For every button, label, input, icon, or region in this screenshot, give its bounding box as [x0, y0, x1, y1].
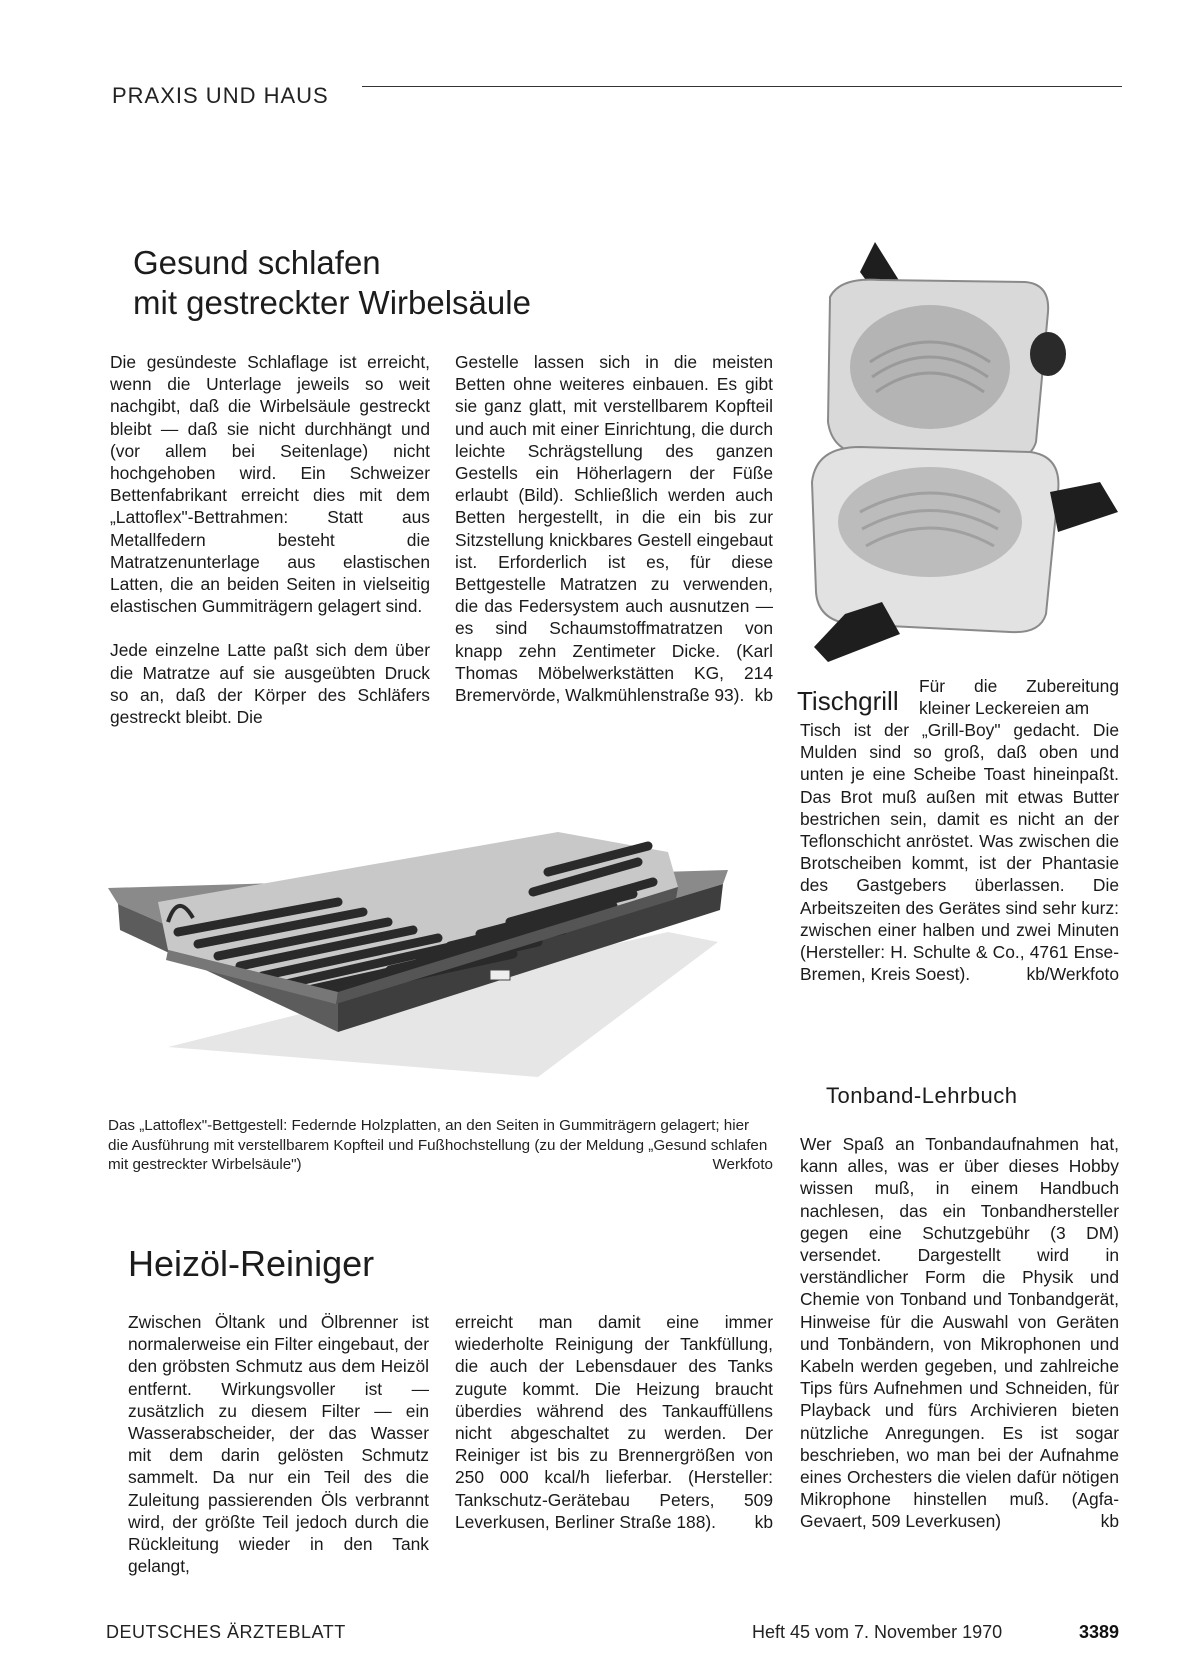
bed-frame-photo: [108, 832, 773, 1102]
article-title-line-1: Gesund schlafen: [133, 244, 381, 281]
footer-journal: DEUTSCHES ÄRZTEBLATT: [106, 1622, 346, 1642]
bed-photo-caption: [108, 1116, 773, 1175]
article-oil-column-1: [128, 1311, 429, 1577]
article-oil-paragraph-2: erreicht man damit eine immer wiederholte Reinigung der Tankfüllung, die auch der Lebensdauer des Tanks zugute kommt. Die Heizung braucht überdies während des Tankauffüllens nicht abgeschaltet zu werden. Der Reiniger ist bis zu Brennergrößen von 250 000 kcal/h lieferbar. (Hersteller: Tankschutz-Gerätebau Peters, 509 Leverkusen, Berliner Straße 188).: [455, 1312, 773, 1532]
article-title-sleep: [133, 243, 531, 323]
article-sleep-paragraph-3: Gestelle lassen sich in die meisten Betten ohne weiteres einbauen. Es gibt sie ganz glatt, mit verstellbarem Kopfteil und auch mit einer Einrichtung, die durch leichte Schrägstellung des ganzen Gestells ein Höherlagern der Füße erlaubt (Bild). Schließlich werden auch Betten hergestellt, in die ein bis zur Sitzstellung knickbares Gestell eingebaut ist. Erforderlich ist es, für diese Bettgestelle Matratzen zu verwenden, die das Federsystem auch ausnutzen — es sind Schaumstoffmatratzen von knapp zehn Zentimeter Dicke. (Karl Thomas Möbelwerkstätten KG, 214 Bremervörde, Walkmühlenstraße 93).: [455, 352, 773, 706]
article-oil-paragraph-1: Zwischen Öltank und Ölbrenner ist normalerweise ein Filter eingebaut, der den gröbsten Schmutz aus dem Heizöl entfernt. Wirkungsvoller ist — zusätzlich zu diesem Filter — ein Wasserabscheider, der das Wasser mit dem darin gelösten Schmutz sammelt. Da nur ein Teil des die Zuleitung passierenden Öls verbrannt wird, der größte Teil jedoch durch die Rückleitung wieder in den Tank gelangt,: [128, 1312, 429, 1577]
header-rule: [362, 86, 1122, 87]
article-grill-intro: Für die Zubereitung kleiner Leckereien am: [919, 676, 1119, 719]
article-title-tape: Tonband-Lehrbuch: [826, 1083, 1018, 1108]
article-title-line-2: mit gestreckter Wirbelsäule: [133, 284, 531, 321]
article-grill-credit: kb/Werkfoto: [1026, 964, 1119, 985]
article-grill-body: [800, 719, 1119, 985]
article-sleep-column-2: [455, 351, 773, 706]
article-oil-credit: kb: [754, 1511, 773, 1532]
article-sleep-column-1: [110, 351, 430, 728]
article-tape-body: [800, 1133, 1119, 1533]
caption-credit: Werkfoto: [712, 1156, 773, 1174]
article-title-grill: Tischgrill: [797, 686, 899, 716]
article-title-oil: Heizöl-Reiniger: [128, 1243, 375, 1284]
table-grill-photo: [800, 242, 1122, 662]
article-sleep-credit: kb: [754, 685, 773, 706]
article-grill-text: Tisch ist der „Grill-Boy" gedacht. Die Mulden sind so groß, daß oben und unten je eine Scheibe Toast hineinpaßt. Das Brot muß außen mit etwas Butter bestrichen sein, damit es nicht an der Teflonschicht anröstet. Was zwischen die Brotscheiben kommt, ist der Phantasie des Gastgebers überlassen. Die Arbeitszeiten des Gerätes sind sehr kurz: zwischen einer halben und zwei Minuten (Hersteller: H. Schulte & Co., 4761 Ense-Bremen, Kreis Soest).: [800, 720, 1119, 985]
footer-issue: Heft 45 vom 7. November 1970: [752, 1622, 1003, 1642]
article-sleep-paragraph-1: Die gesündeste Schlaflage ist erreicht, wenn die Unterlage jeweils so weit nachgibt, daß die Wirbelsäule gestreckt bleibt — daß sie nicht durchhängt und (vor allem bei Seitenlage) nicht hochgehoben wird. Ein Schweizer Bettenfabrikant erreicht dies mit dem „Lattoflex"-Bettrahmen: Statt aus Metallfedern besteht die Matratzenunterlage aus elastischen Latten, die an beiden Seiten in vielseitig elastischen Gummiträgern gelagert sind.: [110, 352, 430, 617]
article-sleep-paragraph-2: Jede einzelne Latte paßt sich dem über die Matratze auf sie ausgeübten Druck so an, daß der Körper des Schläfers gestreckt bleibt. Die: [110, 640, 430, 728]
article-tape-text: Wer Spaß an Tonbandaufnahmen hat, kann alles, was er über dieses Hobby wissen muß, in einem Handbuch nachlesen, das ein Tonbandhersteller gegen eine Schutzgebühr (3 DM) versendet. Dargestellt wird in verständlicher Form die Physik und Chemie von Tonband und Tonbandgerät, Hinweise für die Auswahl von Geräten und Tonbändern, von Mikrophonen und Kabeln werden gegeben, und zahlreiche Tips fürs Aufnehmen und Schneiden, für Playback und fürs Archivieren bieten nützliche Anregungen. Es ist sogar beschrieben, wo man bei der Aufnahme eines Orchesters die vielen dafür nötigen Mikrophone hinstellen muß. (Agfa-Gevaert, 509 Leverkusen): [800, 1134, 1119, 1532]
footer-page-number: 3389: [1079, 1622, 1120, 1642]
article-oil-column-2: [455, 1311, 773, 1533]
section-label: PRAXIS UND HAUS: [112, 83, 329, 108]
caption-text: Das „Lattoflex"-Bettgestell: Federnde Holzplatten, an den Seiten in Gummiträgern gelagert; hier die Ausführung mit verstellbarem Kopfteil und Fußhochstellung (zu der Meldung „Gesund schlafen mit gestreckter Wirbelsäule"): [108, 1117, 768, 1174]
article-tape-credit: kb: [1100, 1511, 1119, 1532]
